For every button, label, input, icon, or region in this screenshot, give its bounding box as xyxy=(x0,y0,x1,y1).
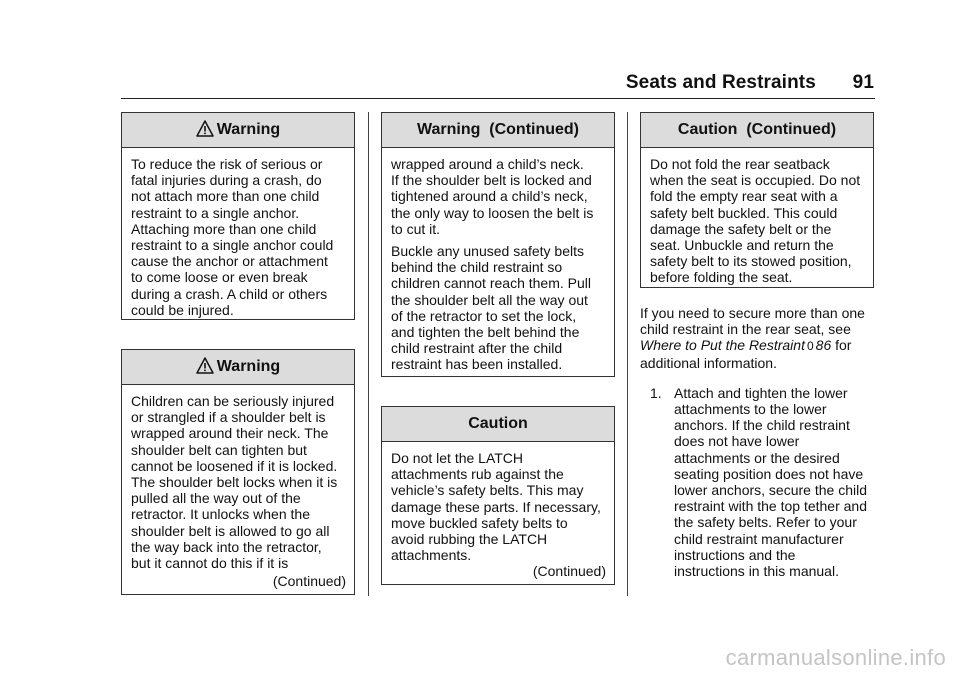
text-line: Attaching more than one child xyxy=(131,220,317,237)
text-line: children cannot reach them. Pull xyxy=(391,275,591,292)
text-line: when the seat is occupied. Do not xyxy=(650,172,861,189)
watermark: carmanualsonline.info xyxy=(725,645,946,670)
text-fragment: for xyxy=(835,337,852,354)
text-line: Do not fold the rear seatback xyxy=(650,156,830,172)
warning-box-header xyxy=(122,113,354,148)
text-line: Buckle any unused safety belts xyxy=(391,243,585,260)
text-line: before folding the seat. xyxy=(650,269,793,286)
text-line: the shoulder belt all the way out xyxy=(391,291,588,308)
text-line: attachments rub against the xyxy=(391,466,564,483)
text-line: tightened around a child’s neck, xyxy=(391,188,588,205)
text-line: behind the child restraint so xyxy=(391,259,563,276)
text-line xyxy=(640,337,880,354)
text-line: shoulder belt can tighten but xyxy=(131,441,307,458)
caution-continued-title: Caution (Continued) xyxy=(677,121,837,138)
text-line: Attach and tighten the lower xyxy=(674,384,848,401)
text-line: attachments. xyxy=(391,547,472,564)
text-line: to come loose or even break xyxy=(131,269,308,286)
warning-triangle-icon xyxy=(196,116,214,150)
continued-label: (Continued) xyxy=(532,563,606,580)
text-line: attachments or the desired xyxy=(674,449,840,466)
warning-continued-box xyxy=(381,112,615,377)
text-line: avoid rubbing the LATCH xyxy=(391,531,548,548)
text-line: wrapped around their neck. The xyxy=(131,425,329,442)
warning-box-header xyxy=(382,113,614,148)
text-line: If you need to secure more than one xyxy=(640,305,865,321)
caution-body xyxy=(382,442,614,589)
body-text xyxy=(640,305,880,579)
text-line: retractor. It unlocks when the xyxy=(131,506,310,523)
text-line: pulled all the way out of the xyxy=(131,490,301,507)
text-line: could be injured. xyxy=(131,301,234,318)
text-line: child restraint in the rear seat, see xyxy=(640,321,851,338)
text-line: child restraint after the child xyxy=(391,340,563,357)
numbered-step xyxy=(640,385,880,579)
text-line: not attach more than one child xyxy=(131,188,320,205)
text-line: safety belt to its stowed position, xyxy=(650,253,852,270)
text-line: cause the anchor or attachment xyxy=(131,253,328,270)
text-line: the way back into the retractor, xyxy=(131,538,322,555)
caution-body xyxy=(641,148,873,295)
text-line: child restraint manufacturer xyxy=(674,530,844,547)
warning-box xyxy=(121,349,355,595)
text-line: and tighten the belt behind the xyxy=(391,324,580,341)
column-divider xyxy=(368,112,369,596)
text-line: restraint to a single anchor. xyxy=(131,204,300,221)
text-line: the only way to loosen the belt is xyxy=(391,204,594,221)
text-line: but it cannot do this if it is xyxy=(131,555,289,572)
text-line: additional information. xyxy=(640,354,777,371)
header-rule xyxy=(121,98,875,99)
continued-label: (Continued) xyxy=(272,573,346,590)
warning-title: Warning xyxy=(216,358,281,375)
text-line: of the retractor to set the lock, xyxy=(391,307,577,324)
text-line: damage these parts. If necessary, xyxy=(391,498,601,515)
step-number: 1. xyxy=(650,384,662,401)
page-number: 91 xyxy=(852,72,874,93)
text-line: vehicle’s safety belts. This may xyxy=(391,482,584,499)
text-line: Do not let the LATCH xyxy=(391,450,524,466)
caution-title: Caution xyxy=(468,415,528,432)
paragraph xyxy=(391,243,606,373)
caution-continued-box xyxy=(640,112,874,288)
text-line: instructions and the xyxy=(674,546,796,563)
cross-reference-page[interactable]: 86 xyxy=(815,337,832,354)
text-line: to cut it. xyxy=(391,220,441,237)
text-line: during a crash. A child or others xyxy=(131,285,328,302)
section-title: Seats and Restraints xyxy=(625,72,816,93)
warning-triangle-icon xyxy=(196,353,214,387)
text-line: the safety belts. Refer to your xyxy=(674,514,857,531)
text-line: restraint has been installed. xyxy=(391,356,563,373)
text-line: seat. Unbuckle and return the xyxy=(650,237,834,254)
page-reference-icon: 0 xyxy=(806,339,814,354)
text-line: shoulder belt is allowed to go all xyxy=(131,522,330,539)
text-line: fatal injuries during a crash, do xyxy=(131,172,322,189)
caution-box-header xyxy=(641,113,873,148)
column-divider xyxy=(627,112,628,596)
text-line: lower anchors, secure the child xyxy=(674,482,867,499)
text-line: cannot be loosened if it is locked. xyxy=(131,457,338,474)
text-line: Children can be seriously injured xyxy=(131,393,335,409)
paragraph xyxy=(640,305,880,371)
text-line: fold the empty rear seat with a xyxy=(650,188,838,205)
text-line: The shoulder belt locks when it is xyxy=(131,474,338,491)
page-header xyxy=(626,72,874,94)
text-line: damage the safety belt or the xyxy=(650,220,832,237)
cross-reference-link[interactable]: Where to Put the Restraint xyxy=(640,337,805,354)
text-line: If the shoulder belt is locked and xyxy=(391,172,592,189)
text-line: safety belt buckled. This could xyxy=(650,204,838,221)
text-line: does not have lower xyxy=(674,433,800,450)
warning-box-header xyxy=(122,350,354,385)
text-line: restraint with the top tether and xyxy=(674,498,867,515)
text-line: anchors. If the child restraint xyxy=(674,417,850,434)
text-line: restraint to a single anchor could xyxy=(131,237,334,254)
caution-box-header xyxy=(382,407,614,442)
text-line: or strangled if a shoulder belt is xyxy=(131,409,326,426)
text-line: wrapped around a child’s neck. xyxy=(391,156,584,172)
warning-body xyxy=(122,148,354,327)
text-line: attachments to the lower xyxy=(674,401,827,418)
warning-title: Warning xyxy=(216,121,281,138)
text-line: instructions in this manual. xyxy=(674,563,839,580)
text-line: To reduce the risk of serious or xyxy=(131,156,323,172)
text-line: seating position does not have xyxy=(674,465,864,482)
warning-body xyxy=(382,148,614,382)
step-text xyxy=(674,385,880,579)
caution-box xyxy=(381,406,615,585)
paragraph xyxy=(391,156,606,237)
text-line: move buckled safety belts to xyxy=(391,514,568,531)
warning-continued-title: Warning (Continued) xyxy=(416,121,580,138)
warning-box xyxy=(121,112,355,320)
warning-body xyxy=(122,385,354,598)
